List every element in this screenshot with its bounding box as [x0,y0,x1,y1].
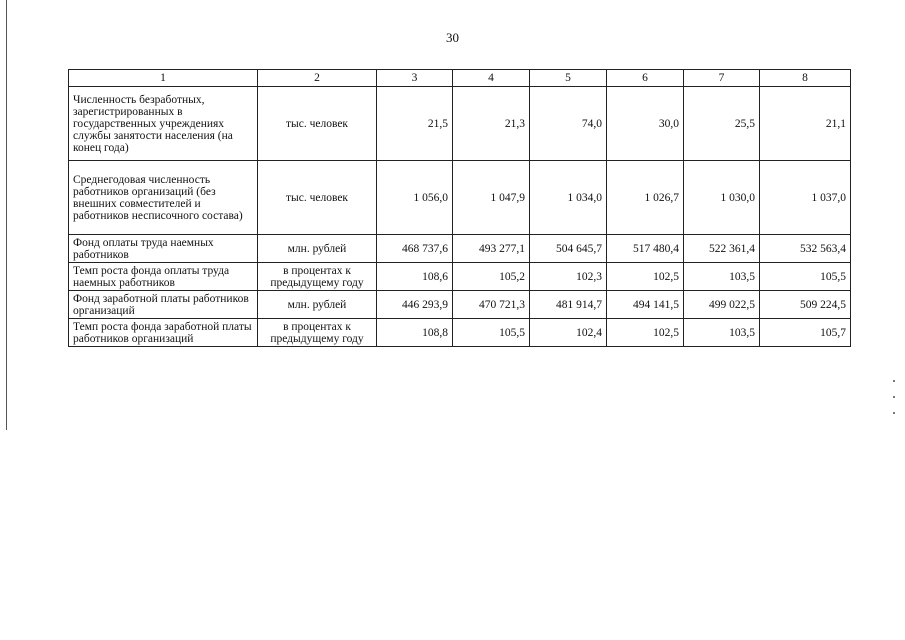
value-cell: 504 645,7 [530,235,607,263]
value-cell: 494 141,5 [607,291,684,319]
row-unit: в процентах к предыдущему году [258,263,377,291]
value-cell: 21,1 [760,87,851,161]
table-row [69,263,851,291]
row-label: Фонд оплаты труда наемных работников [69,235,258,263]
value-cell: 74,0 [530,87,607,161]
value-cell: 517 480,4 [607,235,684,263]
value-cell: 25,5 [684,87,760,161]
row-label: Темп роста фонда оплаты труда наемных работников [69,263,258,291]
value-cell: 1 037,0 [760,161,851,235]
column-header: 1 [69,70,258,87]
value-cell: 493 277,1 [453,235,530,263]
table-row [69,319,851,347]
value-cell: 102,5 [607,319,684,347]
value-cell: 1 047,9 [453,161,530,235]
value-cell: 1 034,0 [530,161,607,235]
row-label: Численность безработных, зарегистрированных в государственных учреждениях службы занятости населения (на конец года) [69,87,258,161]
table-row [69,235,851,263]
table-row [69,87,851,161]
value-cell: 1 030,0 [684,161,760,235]
value-cell: 105,5 [453,319,530,347]
value-cell: 522 361,4 [684,235,760,263]
row-label: Фонд заработной платы работников организаций [69,291,258,319]
scan-speck [893,412,895,414]
value-cell: 468 737,6 [377,235,453,263]
scan-speck [893,380,895,382]
column-header: 8 [760,70,851,87]
value-cell: 102,4 [530,319,607,347]
scan-speck [893,396,895,398]
value-cell: 103,5 [684,319,760,347]
table-row [69,291,851,319]
column-header: 6 [607,70,684,87]
value-cell: 108,6 [377,263,453,291]
table-header-row [69,70,851,87]
value-cell: 105,5 [760,263,851,291]
value-cell: 470 721,3 [453,291,530,319]
row-unit: млн. рублей [258,291,377,319]
value-cell: 103,5 [684,263,760,291]
scan-left-edge [6,0,7,430]
value-cell: 21,5 [377,87,453,161]
column-header: 7 [684,70,760,87]
row-unit: в процентах к предыдущему году [258,319,377,347]
row-unit: млн. рублей [258,235,377,263]
row-label: Среднегодовая численность работников организаций (без внешних совместителей и работников несписочного состава) [69,161,258,235]
column-header: 5 [530,70,607,87]
value-cell: 532 563,4 [760,235,851,263]
value-cell: 21,3 [453,87,530,161]
value-cell: 446 293,9 [377,291,453,319]
value-cell: 499 022,5 [684,291,760,319]
value-cell: 108,8 [377,319,453,347]
column-header: 4 [453,70,530,87]
column-header: 2 [258,70,377,87]
value-cell: 1 026,7 [607,161,684,235]
value-cell: 30,0 [607,87,684,161]
row-unit: тыс. человек [258,161,377,235]
row-label: Темп роста фонда заработной платы работников организаций [69,319,258,347]
value-cell: 509 224,5 [760,291,851,319]
data-table [68,69,851,347]
value-cell: 102,3 [530,263,607,291]
value-cell: 102,5 [607,263,684,291]
value-cell: 105,7 [760,319,851,347]
row-unit: тыс. человек [258,87,377,161]
column-header: 3 [377,70,453,87]
table-row [69,161,851,235]
page-number: 30 [446,30,459,45]
value-cell: 105,2 [453,263,530,291]
value-cell: 481 914,7 [530,291,607,319]
value-cell: 1 056,0 [377,161,453,235]
